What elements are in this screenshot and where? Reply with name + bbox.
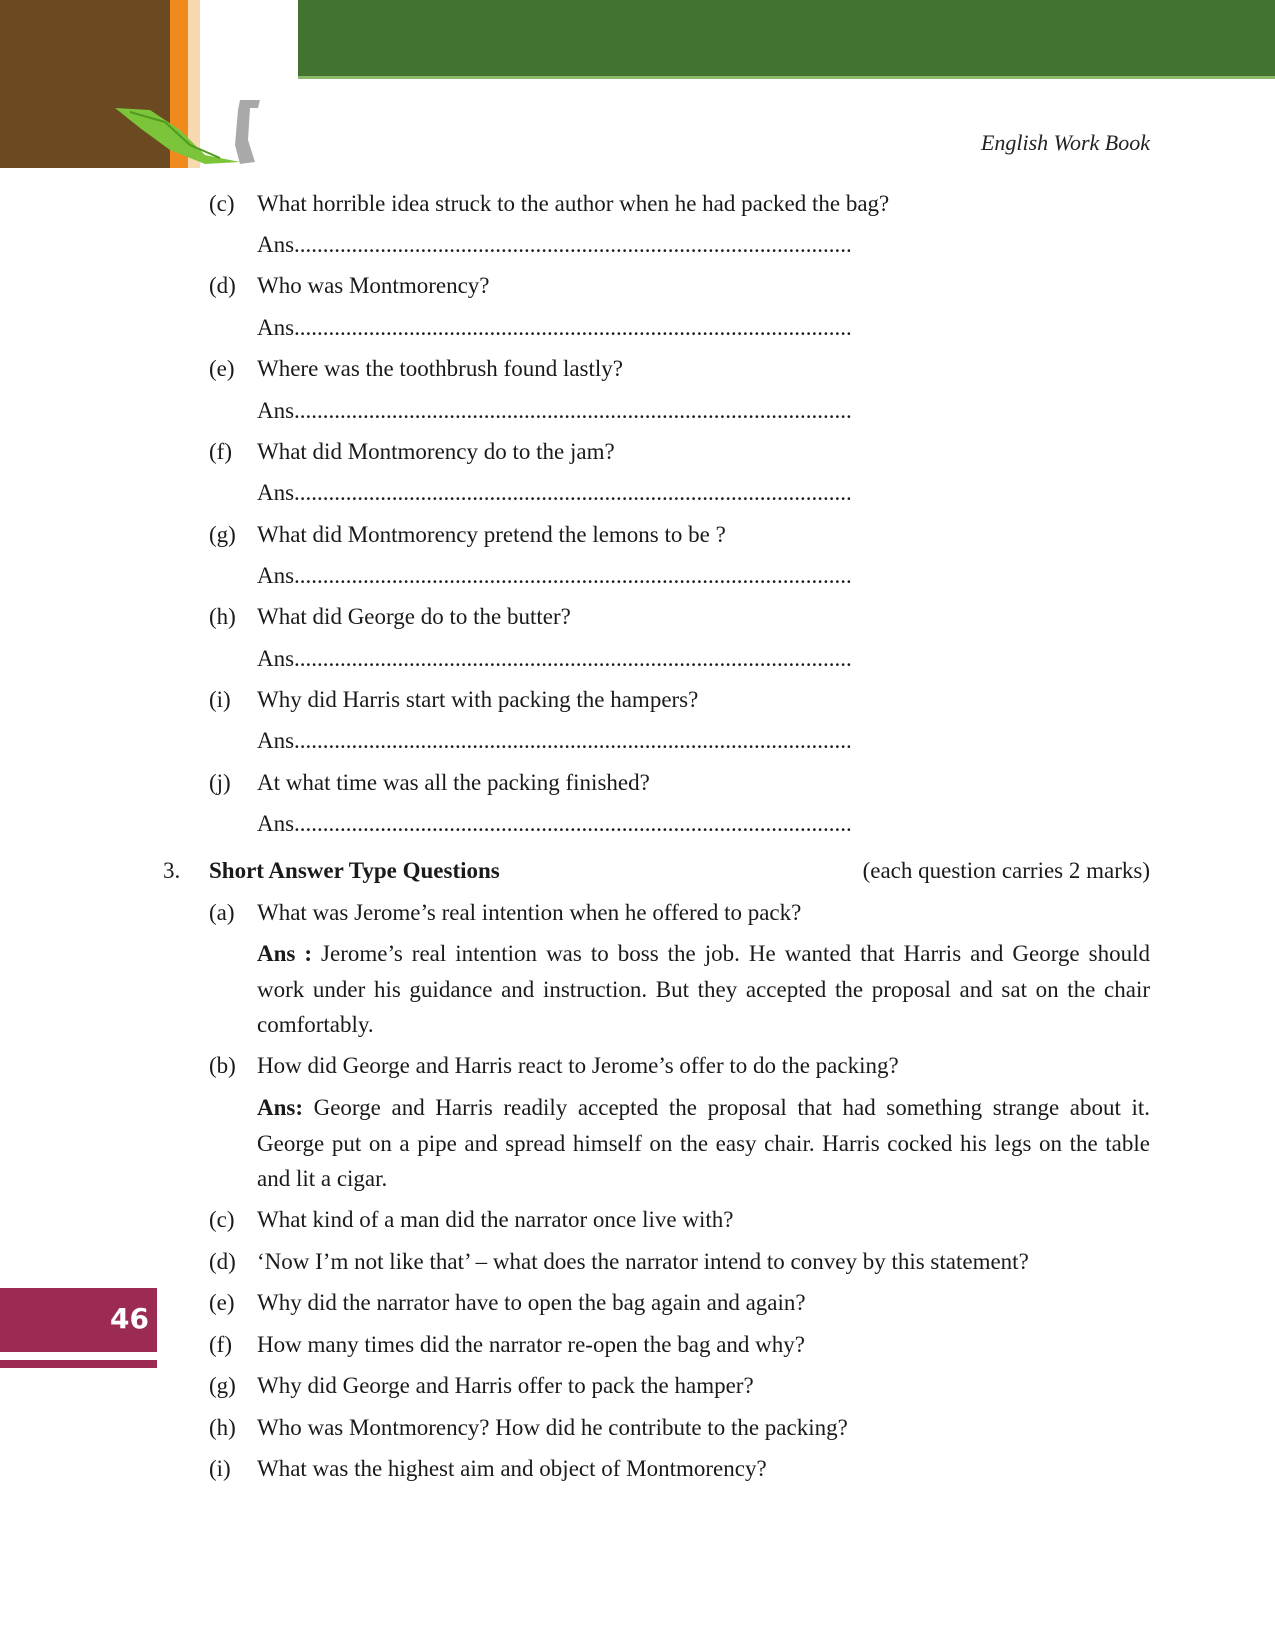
answer-text: Jerome’s real intention was to boss the job. He wanted that Harris and George should work under his guidance and instruction. But they accepted the proposal and sat on the chair comfortably. (257, 941, 1150, 1037)
question-label: (c) (209, 1207, 235, 1232)
answer-line: Ans................................................................................................. (257, 728, 852, 753)
question-text: ‘Now I’m not like that’ – what does the narrator intend to convey by this statement? (257, 1249, 1029, 1274)
question-label: (b) (209, 1053, 236, 1078)
answer-line: Ans................................................................................................. (257, 315, 852, 340)
section-number: 3. (163, 858, 181, 883)
question-label: (d) (209, 1249, 236, 1274)
answer-paragraph (257, 1090, 1150, 1197)
header-green-band (298, 0, 1275, 76)
question-text: What did Montmorency pretend the lemons to be ? (257, 522, 726, 547)
question-label: (e) (209, 356, 235, 381)
question-text: Why did George and Harris offer to pack the hamper? (257, 1373, 754, 1398)
answer-line: Ans................................................................................................. (257, 563, 852, 588)
section-marks: (each question carries 2 marks) (862, 858, 1150, 883)
answer-text: George and Harris readily accepted the proposal that had something strange about it. George put on a pipe and spread himself on the easy chair. Harris cocked his legs on the table and lit a cigar. (257, 1095, 1150, 1191)
question-text: Why did Harris start with packing the hampers? (257, 687, 699, 712)
question-text: Where was the toothbrush found lastly? (257, 356, 623, 381)
question-text: What did George do to the butter? (257, 604, 571, 629)
leaf-decoration-icon (110, 100, 270, 180)
section-title: Short Answer Type Questions (209, 858, 500, 883)
answer-line: Ans................................................................................................. (257, 398, 852, 423)
question-label: (g) (209, 1373, 236, 1398)
answer-line: Ans................................................................................................. (257, 232, 852, 257)
question-label: (d) (209, 273, 236, 298)
question-label: (i) (209, 1456, 231, 1481)
answer-label: Ans: (257, 1095, 304, 1120)
running-head: English Work Book (980, 130, 1150, 155)
question-text: How did George and Harris react to Jerome’s offer to do the packing? (257, 1053, 899, 1078)
question-text: Why did the narrator have to open the bag again and again? (257, 1290, 806, 1315)
question-label: (f) (209, 439, 232, 464)
question-label: (h) (209, 604, 236, 629)
question-text: What was Jerome’s real intention when he offered to pack? (257, 900, 802, 925)
question-label: (c) (209, 191, 235, 216)
header-green-underline (298, 76, 1275, 79)
question-text: Who was Montmorency? (257, 273, 490, 298)
question-label: (g) (209, 522, 236, 547)
question-text: What horrible idea struck to the author when he had packed the bag? (257, 191, 890, 216)
question-text: At what time was all the packing finished? (257, 770, 650, 795)
question-label: (f) (209, 1332, 232, 1357)
answer-paragraph (257, 936, 1150, 1043)
answer-line: Ans................................................................................................. (257, 480, 852, 505)
question-text: How many times did the narrator re-open the bag and why? (257, 1332, 805, 1357)
answer-label: Ans : (257, 941, 313, 966)
answer-line: Ans................................................................................................. (257, 646, 852, 671)
question-text: What did Montmorency do to the jam? (257, 439, 615, 464)
question-text: What was the highest aim and object of Montmorency? (257, 1456, 767, 1481)
question-text: Who was Montmorency? How did he contribute to the packing? (257, 1415, 848, 1440)
question-label: (a) (209, 900, 235, 925)
answer-line: Ans................................................................................................. (257, 811, 852, 836)
page-number-bar (0, 1360, 157, 1368)
question-text: What kind of a man did the narrator once live with? (257, 1207, 734, 1232)
question-label: (h) (209, 1415, 236, 1440)
question-label: (j) (209, 770, 231, 795)
page-number: 46 (110, 1302, 149, 1335)
question-label: (i) (209, 687, 231, 712)
question-label: (e) (209, 1290, 235, 1315)
